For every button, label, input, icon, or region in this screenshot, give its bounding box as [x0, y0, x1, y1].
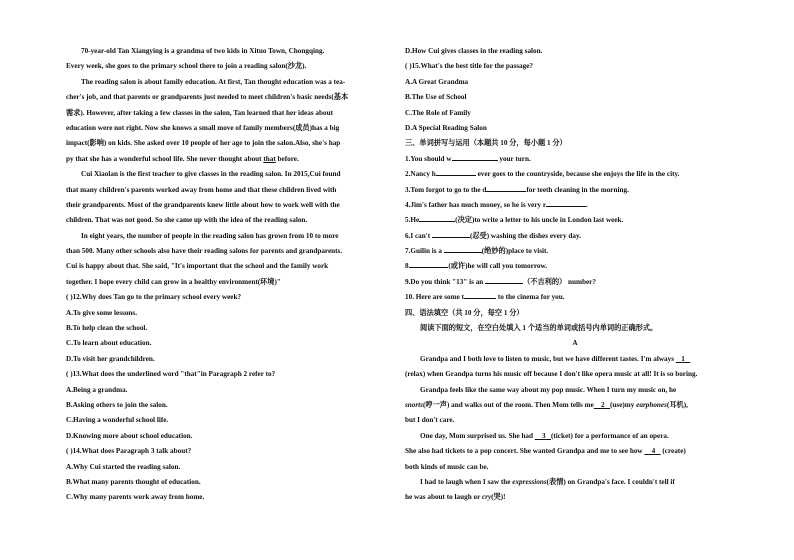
passage-line — [66, 152, 391, 167]
left-column — [66, 44, 391, 506]
grammar-line — [405, 490, 745, 505]
option-d: D.A Special Reading Salon — [405, 123, 487, 132]
answer-blank[interactable] — [419, 214, 455, 222]
option-b: B.Asking others to join the salon. — [66, 400, 168, 409]
grammar-blank-2[interactable] — [594, 401, 610, 409]
option-b: B.To help clean the school. — [66, 324, 148, 333]
spelling-item-6 — [405, 229, 745, 244]
grammar-text: he was about to laugh or — [405, 493, 482, 502]
item-text: to the cinema for you. — [496, 293, 565, 302]
grammar-blank-1[interactable] — [676, 355, 690, 363]
italic-word: earphones — [636, 400, 667, 409]
answer-blank[interactable] — [444, 245, 482, 253]
answer-blank[interactable] — [432, 230, 470, 238]
passage-line: their grandparents. Most of the grandparents knew little about how to work well with the — [66, 200, 340, 209]
spelling-item-4 — [405, 198, 745, 213]
answer-blank[interactable] — [410, 260, 448, 268]
option-a: A.Why Cui started the reading salon. — [66, 462, 181, 471]
passage-line: together. I hope every child can grow in a healthy environment(环境)" — [66, 277, 281, 286]
spelling-item-8 — [405, 259, 745, 274]
answer-blank[interactable] — [485, 276, 523, 284]
spelling-item-5 — [405, 213, 745, 228]
option-c: C.Having a wonderful school life. — [66, 416, 169, 425]
item-text: 7.Guilin is a — [405, 247, 444, 256]
grammar-text: (耳机), — [666, 400, 688, 409]
grammar-line — [405, 383, 745, 398]
item-text: 5.He — [405, 216, 420, 225]
passage-line: education were not right. Now she knows a small move of family members(成员)has a big — [66, 123, 340, 132]
section-4-instructions: 阅读下面的短文，在空白处填入 1 个适当的单词或括号内单词的正确形式。 — [420, 324, 658, 333]
question-13: ( )13.What does the underlined word "that"in Paragraph 2 refer to? — [66, 370, 276, 379]
item-text: 9.Do you think "13" is an — [405, 277, 486, 286]
passage-line: 70-year-old Tan Xiangying is a grandma of two kids in Xituo Town, Chongqing. — [81, 47, 325, 55]
passage-line: In eight years, the number of people in the reading salon has grown from 10 to more — [81, 231, 339, 240]
right-column — [405, 44, 745, 506]
passage-line: cher's job, and that parents or grandparents just needed to meet children's basic needs(基本 — [66, 93, 349, 102]
grammar-text: (表情) on Grandpa's face. I couldn't tell if — [546, 477, 675, 486]
blank-number: 1 — [681, 354, 685, 363]
item-text: (或许)he will call you tomorrow. — [448, 262, 548, 271]
blank-number: 2 — [601, 400, 605, 409]
option-a: A.To give some lessons. — [66, 308, 138, 317]
grammar-text: Grandpa feels like the same way about my pop music. When I turn my music on, he — [420, 385, 677, 394]
passage-text: py that she has a wonderful school life. She never thought about — [66, 154, 264, 163]
spelling-item-10 — [405, 290, 745, 305]
option-a: A.A Great Grandma — [405, 77, 469, 86]
spelling-item-3 — [405, 183, 745, 198]
question-14: ( )14.What does Paragraph 3 talk about? — [66, 447, 192, 456]
option-c: C.Why many parents work away from home. — [66, 493, 205, 502]
grammar-line — [405, 444, 745, 459]
item-text: for teeth cleaning in the morning. — [526, 185, 629, 194]
passage-line: than 500. Many other schools also have their reading salons for parents and grandparents. — [66, 247, 343, 256]
option-c: C.To learn about education. — [66, 339, 152, 348]
item-text: (决定)to write a letter to his uncle in London last week. — [455, 216, 624, 225]
grammar-text: She also had tickets to a pop concert. She wanted Grandpa and me to see how — [405, 447, 645, 456]
underlined-word-that: that — [263, 154, 276, 163]
italic-word: expressions — [512, 477, 547, 486]
blank-number: 4 — [651, 447, 656, 456]
item-text: (绝妙的)place to visit. — [481, 247, 549, 256]
grammar-text: (哼一声) and walks out of the room. Then Mom tells me — [422, 400, 594, 409]
italic-word: cry — [481, 493, 492, 502]
item-text: （不吉利的） number? — [523, 277, 596, 286]
item-text: (忍受) washing the dishes every day. — [469, 231, 581, 240]
item-text: your turn. — [497, 154, 531, 163]
item-text: . — [586, 200, 588, 209]
passage-line: 需求). However, after taking a few classes in the salon, Tan learned that her ideas about — [66, 108, 334, 117]
option-b: B.The Use of School — [405, 93, 467, 102]
item-text: ever goes to the countryside, because she enjoys the life in the city. — [475, 170, 680, 179]
question-15: ( )15.What's the best title for the passage? — [405, 62, 534, 71]
item-text: 1.You should w — [405, 154, 452, 163]
spelling-item-1 — [405, 152, 745, 167]
item-text: 4.Jim's father has much money, so he is very r — [405, 200, 547, 209]
grammar-text: One day, Mom surprised us. She had — [420, 431, 535, 440]
italic-word: snorts — [405, 400, 423, 409]
grammar-text: Grandpa and I both love to listen to music, but we have different tastes. I'm always — [420, 354, 676, 363]
answer-blank[interactable] — [452, 153, 498, 161]
passage-label: A — [572, 339, 578, 348]
grammar-line — [405, 352, 745, 367]
answer-blank[interactable] — [464, 291, 496, 299]
grammar-text: I had to laugh when I saw the — [420, 477, 513, 486]
grammar-blank-3[interactable] — [535, 432, 551, 440]
grammar-line — [405, 475, 745, 490]
grammar-text: (use)my — [610, 400, 637, 409]
answer-blank[interactable] — [486, 184, 526, 192]
grammar-text: (create) — [660, 447, 686, 456]
grammar-line: (relax) when Grandpa turns his music off because I don't like opera music at all! It is so boring. — [405, 370, 698, 379]
grammar-blank-4[interactable] — [644, 447, 660, 455]
option-b: B.What many parents thought of education. — [66, 477, 201, 486]
item-text: 10. Here are some t — [405, 293, 465, 302]
spelling-item-7 — [405, 244, 745, 259]
passage-line: The reading salon is about family education. At first, Tan thought education was a tea- — [81, 77, 346, 86]
spelling-item-2 — [405, 167, 745, 182]
item-text: 8. — [405, 262, 411, 271]
item-text: 3.Tom forgot to go to the d — [405, 185, 487, 194]
grammar-line: but I don't care. — [405, 416, 455, 425]
option-d: D.Knowing more about school education. — [66, 431, 193, 440]
grammar-line — [405, 429, 745, 444]
grammar-text: (哭)! — [491, 493, 506, 502]
passage-line: that many children's parents worked away from home and that these children lived with — [66, 185, 337, 194]
answer-blank[interactable] — [546, 199, 586, 207]
item-text: 6.I can't — [405, 231, 432, 240]
question-12: ( )12.Why does Tan go to the primary school every week? — [66, 293, 242, 302]
grammar-line: both kinds of music can be. — [405, 462, 489, 471]
passage-line: Every week, she goes to the primary school there to join a reading salon(沙龙). — [66, 62, 307, 71]
blank-number: 3 — [542, 431, 546, 440]
passage-line: impact(影响) on kids. She asked over 10 people of her age to join the salon.Also, she's hap — [66, 139, 341, 148]
passage-line: Cui Xiaolan is the first teacher to give classes in the reading salon. In 2015,Cui found — [81, 170, 341, 179]
option-c: C.The Role of Family — [405, 108, 471, 117]
option-d: D.How Cui gives classes in the reading salon. — [405, 47, 543, 55]
option-d: D.To visit her grandchildren. — [66, 354, 155, 363]
spelling-item-9 — [405, 275, 745, 290]
section-3-title: 三、单词拼写与运用（本题共 10 分，每小题 1 分） — [405, 139, 567, 148]
answer-blank[interactable] — [436, 168, 476, 176]
option-a: A.Being a grandma. — [66, 385, 128, 394]
grammar-line — [405, 398, 745, 413]
passage-text: before. — [275, 154, 299, 163]
item-text: 2.Nancy h — [405, 170, 436, 179]
passage-line: children. That was not good. So she came up with the idea of the reading salon. — [66, 216, 308, 225]
grammar-text: (ticket) for a performance of an opera. — [551, 431, 669, 440]
section-4-title: 四、语法填空（共 10 分，每空 1 分） — [405, 308, 524, 317]
passage-line: Cui is happy about that. She said, "It's important that the school and the family work — [66, 262, 329, 271]
